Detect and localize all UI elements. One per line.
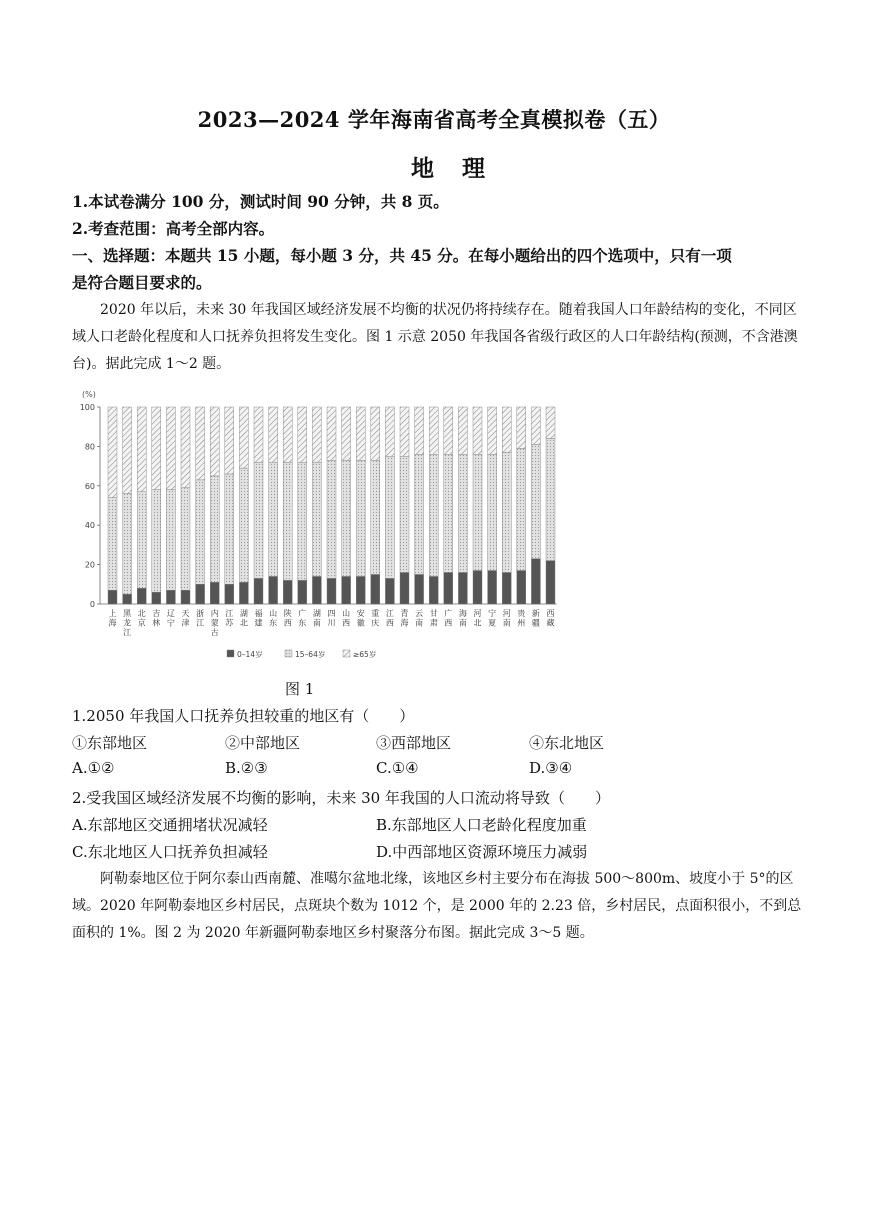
x-tick-label-char: 海 [108,618,117,628]
section-heading-line2: 是符合题目要求的。 [72,273,212,292]
bar-segment [152,490,161,592]
legend-swatch [227,650,234,657]
bar-segment [312,576,321,604]
y-tick-label: 100 [79,403,95,412]
x-tick-label-char: 南 [415,618,424,628]
passage-1: 2020 年以后，未来 30 年我国区域经济发展不均衡的状况仍将持续存在。随着我国人口年龄结构的变化，不同区域人口老龄化程度和人口抚养负担将发生变化。图 1 示意 2050 年我国各省级行政区的人口年龄结构(预测，不含港澳台)。据此完成 1～2 题。 [72,302,798,372]
figure-1-caption: 图 1 [285,680,315,698]
x-tick-label-char: 藏 [546,618,555,628]
bar-segment [473,454,482,570]
y-tick-label: 20 [84,560,95,570]
bar-segment [385,456,394,578]
x-tick-label-char: 京 [137,618,146,628]
x-tick-label-char: 湖 [312,609,321,618]
bar-segment [239,468,248,582]
bar-segment [517,407,526,448]
population-age-structure-chart [72,385,555,675]
bar-segment [531,444,540,558]
y-tick-label: 60 [84,481,95,491]
section-heading-line1: 一、选择题：本题共 15 小题，每小题 3 分，共 45 分。在每小题给出的四个选项中，只有一项 [72,246,732,265]
passage-2: 阿勒泰地区位于阿尔泰山西南麓、准噶尔盆地北缘，该地区乡村主要分布在海拔 500～800m、坡度小于 5°的区域。2020 年阿勒泰地区乡村居民，点斑块个数为 1012 个，是 2000 年的 2.23 倍，乡村居民，点面积很小，不到总面积的 1%。图 2 为 2020 年新疆阿勒泰地区乡村聚落分布图。据此完成 3～5 题。 [72,871,802,941]
bar-segment [356,460,365,576]
bar-segment [342,576,351,604]
x-tick-label-char: 黑 [123,609,132,618]
bar-segment [239,407,248,468]
x-tick-label-char: 江 [225,609,234,618]
x-tick-label-char: 北 [473,618,482,628]
bar-segment [196,584,205,604]
bar-segment [400,456,409,572]
x-tick-label-char: 江 [123,628,132,637]
bar-segment [181,488,190,590]
q1-option-b[interactable]: B.②③ [225,759,268,777]
legend-swatch [285,650,292,657]
bar-segment [196,480,205,584]
bar-segment [444,454,453,572]
x-tick-label-char: 福 [254,609,263,618]
legend-swatch [343,650,350,657]
bar-segment [152,407,161,490]
x-tick-label-char: 西 [283,618,292,628]
bar-segment [458,572,467,604]
x-tick-label-char: 西 [546,609,555,618]
x-tick-label-char: 河 [502,609,511,618]
bar-segment [108,407,117,498]
x-tick-label-char: 南 [502,618,511,628]
bar-segment [123,594,132,604]
bar-segment [385,578,394,604]
bar-segment [298,462,307,580]
q1-option-d[interactable]: D.③④ [529,759,573,777]
x-tick-label-char: 北 [239,618,248,628]
bar-segment [371,460,380,574]
x-tick-label-char: 东 [269,618,278,628]
bar-segment [254,462,263,578]
bar-segment [327,578,336,604]
bar-segment [473,407,482,454]
bar-segment [458,454,467,572]
x-tick-label-char: 夏 [488,618,497,628]
x-tick-label-char: 林 [152,618,161,628]
bar-segment [371,407,380,460]
bar-segment [429,576,438,604]
bar-segment [166,490,175,590]
bar-segment [444,572,453,604]
x-tick-label-char: 云 [415,609,424,618]
bar-segment [123,407,132,494]
bar-segment [458,407,467,454]
bar-segment [371,574,380,604]
q2-option-b[interactable]: B.东部地区人口老龄化程度加重 [376,816,587,834]
bar-segment [108,590,117,604]
x-tick-label-char: 州 [517,618,526,628]
y-axis-unit: (%) [82,390,96,399]
q1-item-2: ②中部地区 [225,734,301,752]
bar-segment [225,584,234,604]
bar-segment [502,407,511,452]
x-tick-label-char: 津 [181,618,190,628]
bar-segment [137,492,146,589]
q1-item-4: ④东北地区 [529,734,605,752]
bar-segment [531,559,540,604]
x-tick-label-char: 上 [108,609,117,618]
x-tick-label-char: 龙 [123,618,132,628]
exam-title: 2023—2024 学年海南省高考全真模拟卷（五） [197,107,671,132]
bar-segment [283,407,292,462]
bar-segment [400,572,409,604]
bar-segment [531,407,540,444]
bar-segment [298,580,307,604]
bar-segment [239,582,248,604]
bar-segment [385,407,394,456]
x-tick-label-char: 川 [327,618,336,628]
bar-segment [210,407,219,476]
q2-option-c[interactable]: C.东北地区人口抚养负担减轻 [72,843,268,861]
x-tick-label-char: 重 [371,609,380,618]
bar-segment [356,407,365,460]
bar-segment [342,407,351,460]
bar-segment [327,460,336,578]
legend-label: 15–64岁 [295,650,326,659]
bar-segment [137,407,146,492]
bar-segment [546,407,555,439]
bar-segment [488,407,497,454]
x-tick-label-char: 疆 [531,618,540,628]
bar-segment [327,407,336,460]
bar-segment [283,580,292,604]
bar-segment [356,576,365,604]
x-tick-label-char: 山 [342,609,351,618]
x-tick-label-char: 江 [196,618,205,628]
x-tick-label-char: 西 [444,618,453,628]
bar-segment [429,407,438,454]
bar-segment [181,590,190,604]
bar-segment [502,452,511,572]
x-tick-label-char: 广 [444,609,453,618]
bar-segment [181,407,190,488]
x-tick-label-char: 肃 [429,618,438,628]
legend-label: 0–14岁 [237,650,263,659]
x-tick-label-char: 新 [531,609,540,618]
bar-segment [342,460,351,576]
bar-segment [254,578,263,604]
bar-segment [502,572,511,604]
q2-option-a[interactable]: A.东部地区交通拥堵状况减轻 [72,816,268,834]
bar-segment [415,574,424,604]
q1-option-c[interactable]: C.①④ [376,759,419,777]
x-tick-label-char: 徽 [356,618,365,628]
x-tick-label-char: 甘 [429,609,438,618]
bar-segment [444,407,453,454]
bar-segment [546,561,555,604]
x-tick-label-char: 海 [400,618,409,628]
y-tick-label: 80 [84,442,95,452]
bar-segment [415,407,424,454]
bar-segment [283,462,292,580]
bar-segment [517,571,526,604]
x-tick-label-char: 内 [210,609,219,618]
x-tick-label-char: 庆 [371,618,380,628]
subject-title: 地理 [411,155,513,182]
x-tick-label-char: 西 [385,618,394,628]
x-tick-label-char: 山 [269,609,278,618]
x-tick-label-char: 浙 [196,609,205,618]
bar-segment [108,498,117,591]
bar-segment [546,439,555,561]
x-tick-label-char: 安 [356,609,365,618]
bar-segment [429,454,438,576]
bar-segment [196,407,205,480]
x-tick-label-char: 宁 [166,618,175,628]
x-tick-label-char: 四 [327,609,336,618]
bar-segment [415,454,424,574]
y-tick-label: 40 [84,521,95,531]
bar-segment [488,571,497,604]
bar-segment [152,592,161,604]
question-1-stem: 1.2050 年我国人口抚养负担较重的地区有（ ） [72,707,415,725]
bar-segment [225,474,234,584]
note-2: 2.考查范围：高考全部内容。 [72,219,275,238]
note-1: 1.本试卷满分 100 分，测试时间 90 分钟，共 8 页。 [72,192,449,211]
x-tick-label-char: 南 [458,618,467,628]
x-tick-label-char: 北 [137,609,146,618]
bar-segment [400,407,409,456]
bar-segment [269,576,278,604]
q1-item-3: ③西部地区 [376,734,452,752]
bar-segment [254,407,263,462]
x-tick-label-char: 湖 [239,609,248,618]
x-tick-label-char: 青 [400,609,409,618]
bar-segment [269,462,278,576]
x-tick-label-char: 吉 [152,609,161,618]
bar-segment [225,407,234,474]
x-tick-label-char: 海 [458,609,467,618]
question-2-stem: 2.受我国区域经济发展不均衡的影响，未来 30 年我国的人口流动将导致（ ） [72,789,610,807]
x-tick-label-char: 东 [298,618,307,628]
x-tick-label-char: 广 [298,609,307,618]
bar-segment [488,454,497,570]
y-tick-label: 0 [89,600,95,609]
bar-segment [166,407,175,490]
x-tick-label-char: 宁 [488,609,497,618]
bar-segment [517,448,526,570]
x-tick-label-char: 辽 [166,609,175,618]
bar-segment [312,407,321,462]
x-tick-label-char: 建 [254,618,263,628]
bar-segment [269,407,278,462]
bar-segment [210,476,219,582]
bar-segment [473,571,482,604]
x-tick-label-char: 贵 [517,609,526,618]
x-tick-label-char: 河 [473,609,482,618]
bar-segment [166,590,175,604]
x-tick-label-char: 江 [385,609,394,618]
x-tick-label-char: 南 [312,618,321,628]
x-tick-label-char: 陕 [283,609,292,618]
q2-option-d[interactable]: D.中西部地区资源环境压力减弱 [376,843,588,861]
legend-label: ≥65岁 [353,650,377,659]
x-tick-label-char: 蒙 [210,618,219,628]
x-tick-label-char: 古 [210,628,219,637]
x-tick-label-char: 天 [181,609,190,618]
bar-segment [298,407,307,462]
bar-segment [312,462,321,576]
q1-item-1: ①东部地区 [72,734,148,752]
q1-option-a[interactable]: A.①② [72,759,115,777]
bar-segment [137,588,146,604]
bar-segment [123,494,132,594]
x-tick-label-char: 西 [342,618,351,628]
x-tick-label-char: 苏 [225,618,234,628]
bar-segment [210,582,219,604]
